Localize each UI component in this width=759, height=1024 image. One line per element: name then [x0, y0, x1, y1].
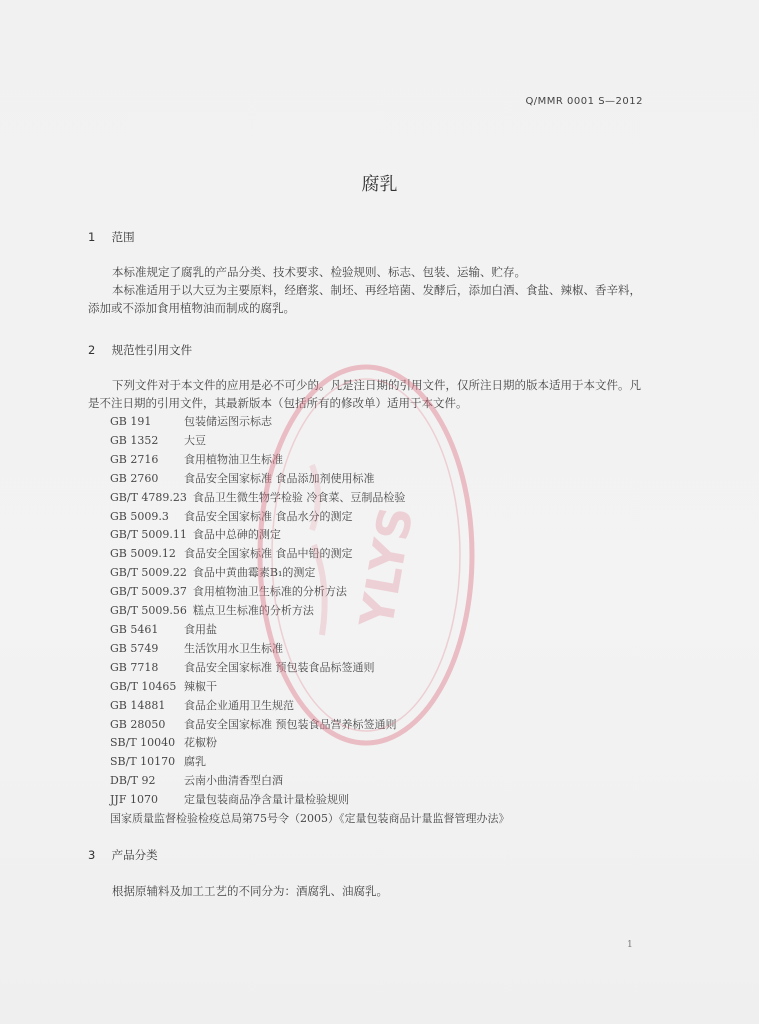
section-title: 产品分类 — [111, 848, 158, 862]
reference-item: GB 5461 食用盐 — [110, 622, 217, 636]
section-number: 1 — [88, 230, 96, 244]
reference-item: GB/T 5009.22 食品中黄曲霉素B₁的测定 — [110, 566, 316, 580]
reference-item: GB 2760 食品安全国家标准 食品添加剂使用标准 — [110, 471, 375, 485]
reference-item: GB 14881 食品企业通用卫生规范 — [110, 698, 294, 712]
reference-item: SB/T 10040 花椒粉 — [110, 736, 217, 750]
reference-item: GB/T 5009.56 糕点卫生标准的分析方法 — [110, 604, 314, 618]
section-title: 范围 — [111, 230, 135, 244]
reference-item: SB/T 10170 腐乳 — [110, 755, 206, 769]
reference-item: GB 28050 食品安全国家标准 预包装食品营养标签通则 — [110, 717, 397, 731]
document-title: 腐乳 — [361, 174, 398, 195]
section-2-paragraph-1: 下列文件对于本文件的应用是必不可少的。凡是注日期的引用文件，仅所注日期的版本适用于本文件。凡是不注日期的引用文件，其最新版本（包括所有的修改单）适用于本文件。 — [88, 378, 641, 410]
section-1-paragraph-2: 本标准适用于以大豆为主要原料，经磨浆、制坯、再经培菌、发酵后，添加白酒、食盐、辣椒、香辛料，添加或不添加食用植物油而制成的腐乳。 — [88, 283, 641, 315]
reference-item: GB/T 10465 辣椒干 — [110, 679, 217, 693]
reference-item: GB 191 包装储运图示标志 — [110, 415, 272, 428]
reference-item: GB 7718 食品安全国家标准 预包装食品标签通则 — [110, 660, 375, 674]
section-number: 3 — [88, 848, 96, 862]
stamp-lettering: YLYS — [349, 502, 424, 632]
section-1-heading — [88, 229, 135, 245]
reference-item: JJF 1070 定量包装商品净含量计量检验规则 — [110, 793, 349, 807]
section-number: 2 — [88, 343, 96, 357]
reference-item: GB 5749 生活饮用水卫生标准 — [110, 641, 283, 655]
section-2-heading — [88, 342, 192, 358]
reference-list — [110, 413, 510, 829]
reference-item: GB 5009.12 食品安全国家标准 食品中铅的测定 — [110, 547, 353, 561]
standard-code: Q/MMR 0001 S—2012 — [525, 96, 643, 107]
reference-item: GB/T 4789.23 食品卫生微生物学检验 冷食菜、豆制品检验 — [110, 490, 406, 504]
reference-item: GB 5009.3 食品安全国家标准 食品水分的测定 — [110, 509, 353, 523]
section-1-paragraph-1: 本标准规定了腐乳的产品分类、技术要求、检验规则、标志、包装、运输、贮存。 — [112, 265, 526, 279]
reference-item: GB/T 5009.37 食用植物油卫生标准的分析方法 — [110, 585, 347, 599]
reference-item: GB/T 5009.11 食品中总砷的测定 — [110, 528, 281, 542]
section-title: 规范性引用文件 — [111, 343, 193, 357]
reference-item: 国家质量监督检验检疫总局第75号令（2005）《定量包装商品计量监督管理办法》 — [110, 812, 510, 826]
section-3-paragraph-1: 根据原辅料及加工工艺的不同分为：酒腐乳、油腐乳。 — [112, 884, 388, 898]
page-number: 1 — [627, 940, 633, 950]
reference-item: GB 2716 食用植物油卫生标准 — [110, 452, 283, 466]
reference-item: GB 1352 大豆 — [110, 433, 206, 447]
section-3-heading — [88, 847, 158, 863]
reference-item: DB/T 92 云南小曲清香型白酒 — [110, 774, 283, 788]
